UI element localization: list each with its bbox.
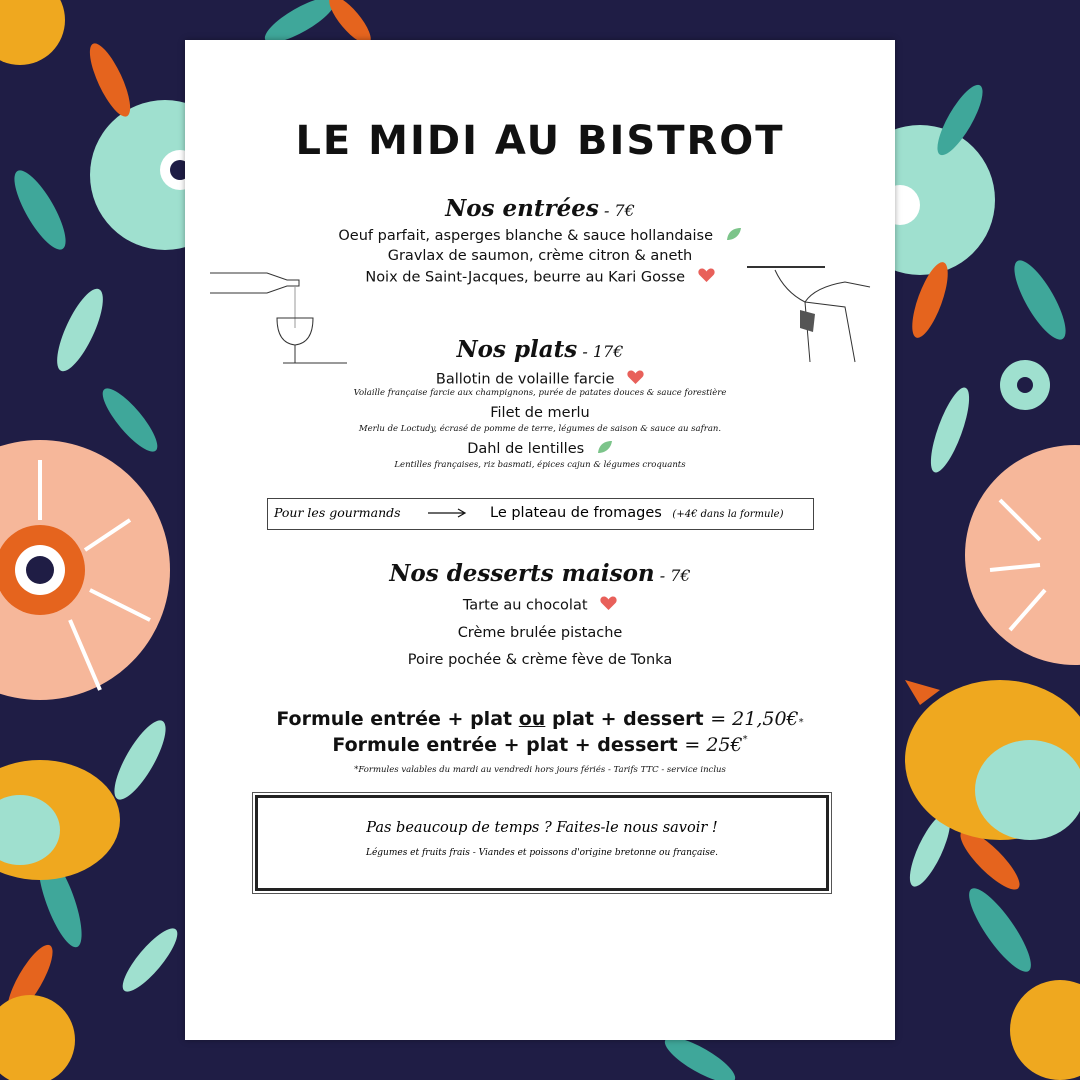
formule-note: *Formules valables du mardi au vendredi hors jours fériés - Tarifs TTC - service inclus xyxy=(354,765,726,775)
cheese-note: (+4€ dans la formule) xyxy=(672,509,784,520)
info-box xyxy=(255,795,829,891)
small-flower xyxy=(1000,360,1050,410)
entree-item: Gravlax de saumon, crème citron & aneth xyxy=(387,248,693,264)
plats-heading: Nos plats xyxy=(456,336,578,363)
plat-description: Volaille française farcie aux champignons, purée de patates douces & sauce forestière xyxy=(353,388,727,398)
plat-item: Dahl de lentilles xyxy=(185,440,895,458)
formule-line-2: Formule entrée + plat + dessert = 25€* xyxy=(332,734,748,756)
heart-icon xyxy=(698,268,715,287)
desserts-heading-row xyxy=(185,560,895,587)
page-title: LE MIDI AU BISTROT xyxy=(295,118,785,164)
entree-item: Noix de Saint-Jacques, beurre au Kari Gosse xyxy=(185,268,895,287)
arrow-right-icon xyxy=(428,508,468,518)
entrees-heading: Nos entrées xyxy=(445,195,599,222)
heart-icon xyxy=(627,370,644,389)
formule-line-1: Formule entrée + plat ou plat + dessert = 21,50€* xyxy=(276,708,804,730)
entree-item: Oeuf parfait, asperges blanche & sauce hollandaise xyxy=(185,227,895,245)
dessert-item: Poire pochée & crème fève de Tonka xyxy=(407,652,673,668)
plat-description: Merlu de Loctudy, écrasé de pomme de terre, légumes de saison & sauce au safran. xyxy=(358,424,722,434)
entrees-price: - 7€ xyxy=(603,201,635,220)
entrees-heading-row xyxy=(185,195,895,222)
dessert-item: Tarte au chocolat xyxy=(185,596,895,615)
desserts-price: - 7€ xyxy=(659,566,691,585)
info-box-line-1: Pas beaucoup de temps ? Faites-le nous savoir ! xyxy=(366,820,718,836)
desserts-heading: Nos desserts maison xyxy=(389,560,655,587)
plat-description: Lentilles françaises, riz basmati, épices cajun & légumes croquants xyxy=(394,460,686,470)
plats-heading-row xyxy=(185,336,895,363)
cheese-banner xyxy=(267,498,814,530)
leaf-icon xyxy=(597,440,613,458)
plat-item: Ballotin de volaille farcie xyxy=(185,370,895,389)
dessert-item: Crème brulée pistache xyxy=(457,625,623,641)
info-box-line-2: Légumes et fruits frais - Viandes et poissons d'origine bretonne ou française. xyxy=(365,848,719,858)
plats-price: - 17€ xyxy=(582,342,624,361)
heart-icon xyxy=(600,596,617,615)
cheese-lead: Pour les gourmands xyxy=(274,505,401,520)
menu-card xyxy=(185,40,895,1040)
plat-item: Filet de merlu xyxy=(490,405,590,421)
leaf-icon xyxy=(726,227,742,245)
cheese-name: Le plateau de fromages xyxy=(490,505,662,521)
